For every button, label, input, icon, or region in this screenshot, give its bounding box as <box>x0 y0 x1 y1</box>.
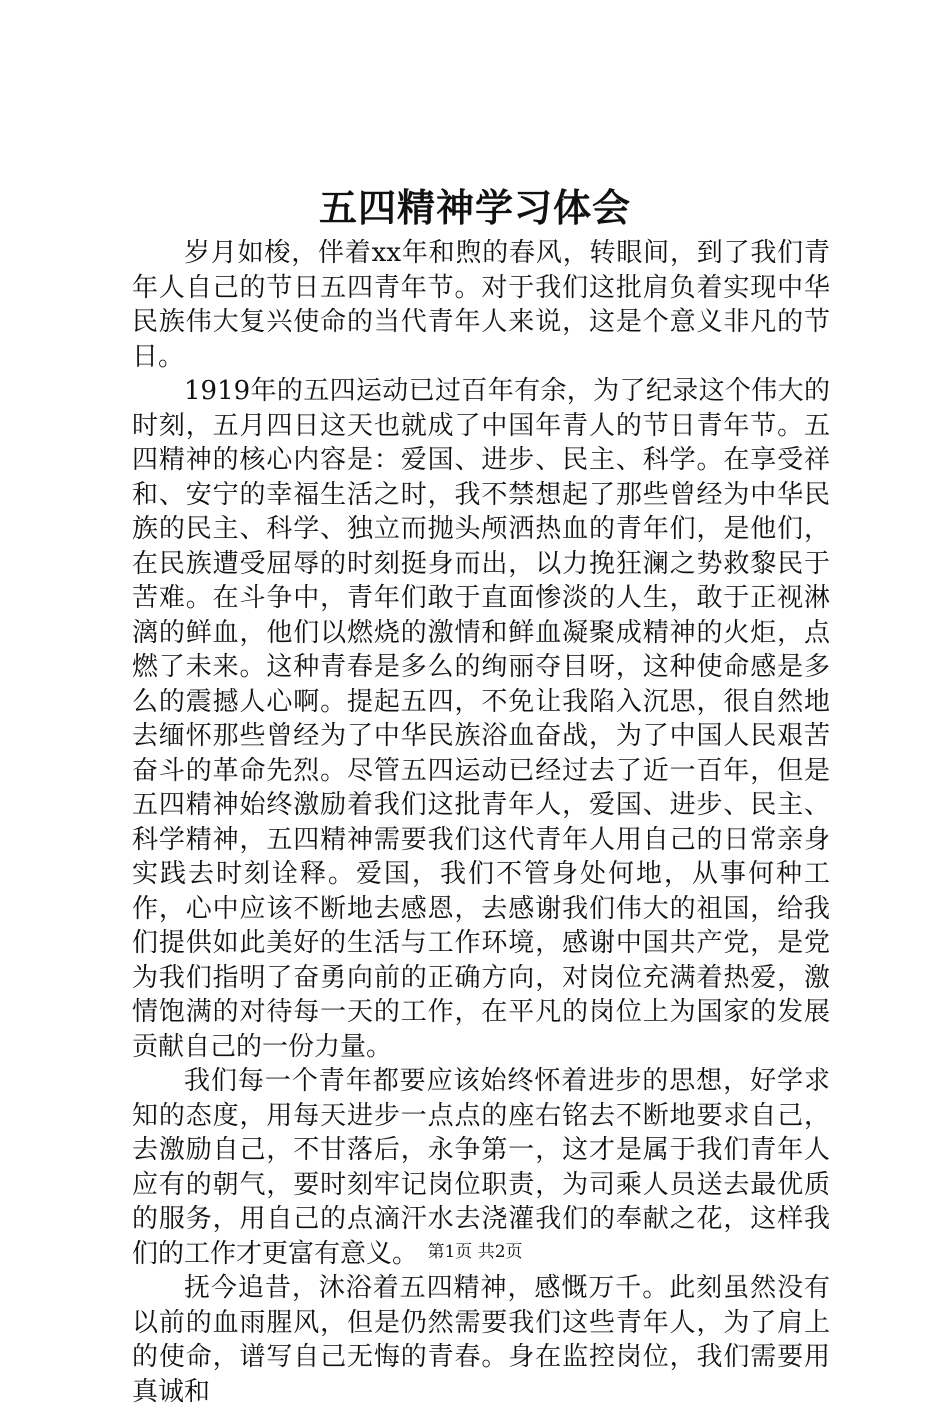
paragraph-2: 1919年的五四运动已过百年有余，为了纪录这个伟大的时刻，五月四日这天也就成了中国年青人的节日青年节。五四精神的核心内容是：爱国、进步、民主、科学。在享受祥和、安宁的幸福生活之时，我不禁想起了那些曾经为中华民族的民主、科学、独立而抛头颅洒热血的青年们，是他们，在民族遭受屈辱的时刻挺身而出，以力挽狂澜之势救黎民于苦难。在斗争中，青年们敢于直面惨淡的人生，敢于正视淋漓的鲜血，他们以燃烧的激情和鲜血凝聚成精神的火炬，点燃了未来。这种青春是多么的绚丽夺目呀，这种使命感是多么的震撼人心啊。提起五四，不免让我陷入沉思，很自然地去缅怀那些曾经为了中华民族浴血奋战，为了中国人民艰苦奋斗的革命先烈。尽管五四运动已经过去了近一百年，但是五四精神始终激励着我们这批青年人，爱国、进步、民主、科学精神，五四精神需要我们这代青年人用自己的日常亲身实践去时刻诠释。爱国，我们不管身处何地，从事何种工作，心中应该不断地去感恩，去感谢我们伟大的祖国，给我们提供如此美好的生活与工作环境，感谢中国共产党，是党为我们指明了奋勇向前的正确方向，对岗位充满着热爱，激情饱满的对待每一天的工作，在平凡的岗位上为国家的发展贡献自己的一份力量。 <box>132 376 830 1062</box>
document-title: 五四精神学习体会 <box>318 185 631 230</box>
paragraph-3: 我们每一个青年都要应该始终怀着进步的思想，好学求知的态度，用每天进步一点点的座右铭去不断地要求自己，去激励自己，不甘落后，永争第一，这才是属于我们青年人应有的朝气，要时刻牢记岗位职责，为司乘人员送去最优质的服务，用自己的点滴汗水去浇灌我们的奉献之花，这样我们的工作才更富有意义。 <box>132 1066 830 1269</box>
paragraph-1: 岁月如梭，伴着xx年和煦的春风，转眼间，到了我们青年人自己的节日五四青年节。对于我们这批肩负着实现中华民族伟大复兴使命的当代青年人来说，这是个意义非凡的节日。 <box>132 238 830 372</box>
page-footer: 第1页 共2页 <box>427 1242 523 1262</box>
paragraph-4: 抚今追昔，沐浴着五四精神，感慨万千。此刻虽然没有以前的血雨腥风，但是仍然需要我们这些青年人，为了肩上的使命，谱写自己无悔的青春。身在监控岗位，我们需要用真诚和 <box>132 1273 830 1407</box>
document-body <box>132 236 830 1409</box>
